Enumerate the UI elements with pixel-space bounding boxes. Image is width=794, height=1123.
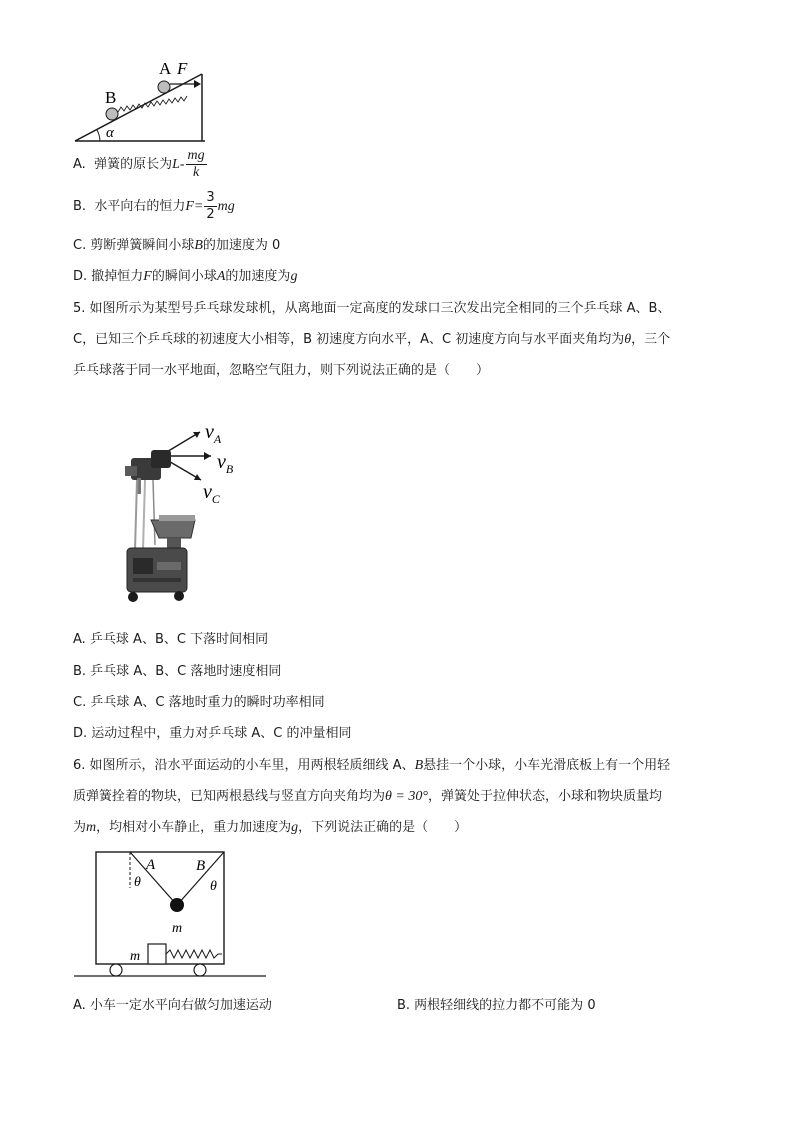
- math-var: A: [216, 269, 226, 284]
- q4-option-a: [73, 148, 208, 181]
- suspended-ball: [170, 898, 184, 912]
- q6-stem-line1: [73, 754, 670, 774]
- fraction: [204, 190, 216, 223]
- wheel-left: [128, 592, 138, 602]
- option-text: 的加速度为 0: [202, 238, 281, 253]
- label-vc: $v_C$: [203, 481, 220, 506]
- question-text: 悬挂一个小球，小车光滑底板上有一个用轻: [423, 758, 671, 773]
- force-arrowhead: [194, 80, 201, 88]
- floor-spring: [166, 950, 222, 958]
- q5-option-c: [73, 691, 325, 710]
- question-text: 5. 如图所示为某型号乒乓球发球机，从离地面一定高度的发球口三次发出完全相同的三个乒乓球 A、B、: [73, 301, 671, 316]
- label-b: B: [196, 858, 206, 874]
- q6-option-a: [73, 994, 272, 1013]
- label-f: F: [177, 59, 188, 78]
- question-text: 乒乓球落于同一水平地面，忽略空气阻力，则下列说法正确的是（ ）: [73, 363, 490, 378]
- option-text: A. 乒乓球 A、B、C 下落时间相同: [73, 632, 269, 647]
- math-var: B: [194, 238, 203, 253]
- q5-stem-line2: [73, 328, 670, 348]
- option-text: C. 乒乓球 A、C 落地时重力的瞬时功率相同: [73, 695, 325, 710]
- label-a: A: [146, 857, 156, 873]
- numerator: mg: [187, 148, 205, 163]
- option-text: 弹簧的原长为: [94, 157, 173, 172]
- q6-option-b: [397, 994, 596, 1013]
- angle-arc: [97, 130, 100, 141]
- q4-option-c: [73, 234, 280, 254]
- denominator: 2: [206, 207, 215, 222]
- question-text: 质弹簧拴着的物块，已知两根悬线与竖直方向夹角均为: [73, 789, 386, 804]
- math-var: F: [143, 269, 152, 284]
- option-text: B. 乒乓球 A、B、C 落地时速度相同: [73, 664, 282, 679]
- math-var: m: [86, 820, 97, 835]
- label-b: B: [105, 88, 117, 107]
- question-text: 为: [73, 820, 87, 835]
- cart-figure: [72, 848, 272, 980]
- math-var: B: [414, 758, 424, 773]
- q6-stem-line2: [73, 785, 662, 805]
- math-expr: mg: [217, 199, 235, 214]
- question-text: ，三个: [631, 332, 671, 347]
- block: [148, 944, 166, 964]
- ball-a: [158, 81, 170, 93]
- option-prefix: B.: [73, 199, 87, 214]
- option-text: D. 运动过程中，重力对乒乓球 A、C 的冲量相同: [73, 726, 352, 741]
- q5-option-a: [73, 628, 268, 647]
- q5-stem-line3: [73, 359, 489, 378]
- cart-wheel-left: [110, 964, 122, 976]
- incline-spring-figure: [70, 58, 215, 146]
- question-text: ，均相对小车静止，重力加速度为: [96, 820, 292, 835]
- numerator: 3: [206, 190, 215, 205]
- label-theta-left: θ: [134, 875, 141, 890]
- pingpong-machine-figure: [115, 420, 265, 605]
- q5-option-d: [73, 722, 352, 741]
- q6-stem-line3: [73, 816, 467, 836]
- denominator: k: [192, 165, 200, 180]
- math-var: g: [290, 269, 298, 284]
- label-m-ball: m: [172, 921, 183, 936]
- cart-wheel-right: [194, 964, 206, 976]
- option-text: D. 撤掉恒力: [73, 269, 144, 284]
- label-vb: $v_B$: [217, 451, 234, 476]
- label-alpha: α: [106, 125, 114, 141]
- question-text: 6. 如图所示，沿水平面运动的小车里，用两根轻质细线 A、: [73, 758, 415, 773]
- label-a: A: [159, 59, 172, 78]
- q5-option-b: [73, 660, 281, 679]
- label-va: $v_A$: [205, 421, 222, 446]
- spring: [118, 96, 187, 112]
- q4-option-d: [73, 265, 297, 285]
- option-prefix: A.: [73, 157, 86, 172]
- option-text: C. 剪断弹簧瞬间小球: [73, 238, 195, 253]
- math-expr: L-: [172, 157, 185, 172]
- question-text: C，已知三个乒乓球的初速度大小相等，B 初速度方向水平，A、C 初速度方向与水平面夹角均为: [73, 332, 625, 347]
- math-expr: θ = 30°: [385, 789, 428, 804]
- arrowhead-vb: [204, 452, 211, 460]
- option-text: 水平向右的恒力: [94, 199, 186, 214]
- option-text: 的瞬间小球: [151, 269, 217, 284]
- option-text: 的加速度为: [225, 269, 291, 284]
- math-var: θ: [624, 332, 632, 347]
- option-text: A. 小车一定水平向右做匀加速运动: [73, 998, 272, 1013]
- fraction: [186, 148, 207, 181]
- question-text: ，下列说法正确的是（ ）: [298, 820, 468, 835]
- question-text: ，弹簧处于拉伸状态，小球和物块质量均: [427, 789, 662, 804]
- option-text: B. 两根轻细线的拉力都不可能为 0: [397, 998, 596, 1013]
- math-var: g: [291, 820, 299, 835]
- q4-option-b: [73, 190, 235, 223]
- wheel-right: [174, 591, 184, 601]
- label-m-block: m: [130, 949, 141, 964]
- math-expr: F=: [185, 199, 204, 214]
- label-theta-right: θ: [210, 879, 217, 894]
- ball-b: [106, 108, 118, 120]
- q5-stem-line1: [73, 297, 670, 316]
- ball-hopper: [151, 520, 195, 538]
